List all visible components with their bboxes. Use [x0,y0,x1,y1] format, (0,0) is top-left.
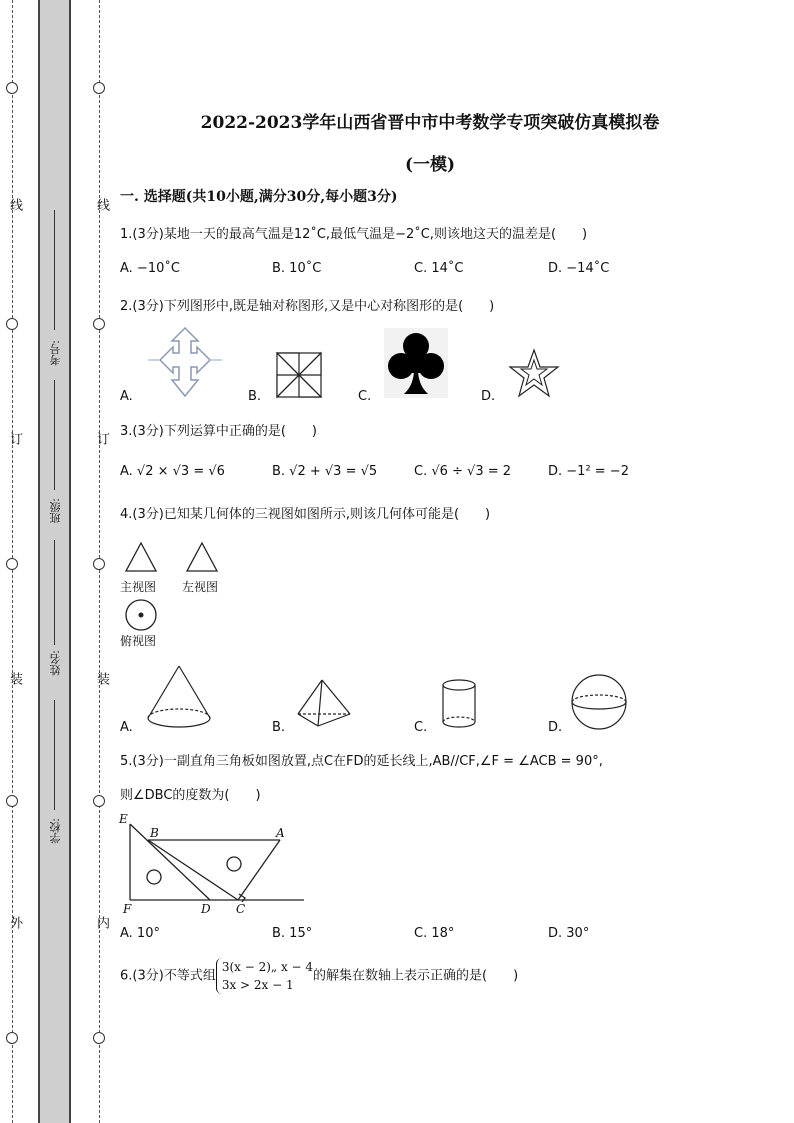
margin-char-inner: 装 [94,672,109,685]
question-5-stem: 5.(3分)一副直角三角板如图放置,点C在FD的延长线上,AB//CF,∠F = ∠ACB = 90°, [120,754,603,769]
q4-option-c: C. [414,720,428,735]
q1-option-d: D. −14˚C [548,261,610,276]
top-view-figure [124,598,158,632]
margin-char-inner: 线 [94,198,109,211]
side-view-label: 左视图 [182,580,219,594]
front-view-figure [124,541,158,573]
class-blank [54,380,55,490]
margin-char-outer: 外 [7,916,22,929]
pinwheel-figure [276,352,322,398]
binding-hole [93,82,105,94]
name-label: 姓名: [49,650,62,676]
club-suit-figure [384,328,448,398]
inequality-1: 3(x − 2)„ x − 4 [221,960,314,974]
question-5-stem-line2: 则∠DBC的度数为( ) [120,788,261,803]
exam-number-label: 考号: [49,340,62,366]
q3-option-b: B. √2 + √3 = √5 [272,464,378,479]
margin-char-inner: 内 [94,916,109,929]
margin-char-outer: 线 [7,198,22,211]
question-3-stem: 3.(3分)下列运算中正确的是( ) [120,424,317,439]
binding-hole [6,82,18,94]
q4-option-a: A. [120,720,133,735]
q1-option-a: A. −10˚C [120,261,180,276]
top-view-label: 俯视图 [120,634,157,648]
binding-hole [93,318,105,330]
point-a-label: A [276,826,285,840]
q5-option-c: C. 18° [414,926,455,941]
margin-char-outer: 装 [7,672,22,685]
inequality-system [216,958,313,994]
front-view-label: 主视图 [120,580,157,594]
q5-option-d: D. 30° [548,926,590,941]
margin-char-outer: 订 [7,432,22,445]
side-view-figure [185,541,219,573]
binding-hole [93,795,105,807]
q2-option-b: B. [248,389,262,404]
q4-option-d: D. [548,720,563,735]
point-d-label: D [201,902,211,916]
q2-option-c: C. [358,389,372,404]
question-2-stem: 2.(3分)下列图形中,既是轴对称图形,又是中心对称图形的是( ) [120,299,495,314]
q3-option-c: C. √6 ÷ √3 = 2 [414,464,512,479]
q5-option-a: A. 10° [120,926,160,941]
name-blank [54,540,55,645]
binding-hole [6,318,18,330]
margin-char-inner: 订 [94,432,109,445]
school-label: 学校: [49,818,62,844]
cylinder-figure [440,678,478,730]
class-label: 班级: [49,498,62,524]
binding-hole [93,1032,105,1044]
pyramid-figure [296,678,352,728]
binding-hole [6,795,18,807]
school-blank [54,700,55,810]
section-heading: 一. 选择题(共10小题,满分30分,每小题3分) [120,189,398,205]
q2-option-d: D. [481,389,496,404]
q6-stem-pre: 6.(3分)不等式组 [120,968,216,984]
q3-option-d: D. −1² = −2 [548,464,629,479]
cone-figure [146,664,212,730]
q2-option-a: A. [120,389,133,404]
q1-option-b: B. 10˚C [272,261,322,276]
binding-hole [93,558,105,570]
arrows-cross-figure [146,326,224,398]
q1-option-c: C. 14˚C [414,261,464,276]
point-c-label: C [236,902,246,916]
page-title: 2022-2023学年山西省晋中市中考数学专项突破仿真模拟卷 [200,113,660,133]
q4-option-b: B. [272,720,286,735]
inequality-2: 3x > 2x − 1 [221,978,294,992]
question-1-stem: 1.(3分)某地一天的最高气温是12˚C,最低气温是−2˚C,则该地这天的温差是( ) [120,227,588,242]
point-f-label: F [123,902,132,916]
binding-hole [6,1032,18,1044]
star-figure [508,348,560,400]
sphere-figure [570,673,628,731]
q5-option-b: B. 15° [272,926,313,941]
q6-stem-post: 的解集在数轴上表示正确的是( ) [313,968,519,984]
question-6-stem [120,958,518,994]
page-subtitle: (一模) [404,155,456,175]
question-4-stem: 4.(3分)已知某几何体的三视图如图所示,则该几何体可能是( ) [120,507,491,522]
q3-option-a: A. √2 × √3 = √6 [120,464,225,479]
binding-hole [6,558,18,570]
point-b-label: B [150,826,159,840]
point-e-label: E [119,812,128,826]
exam-number-blank [54,210,55,330]
